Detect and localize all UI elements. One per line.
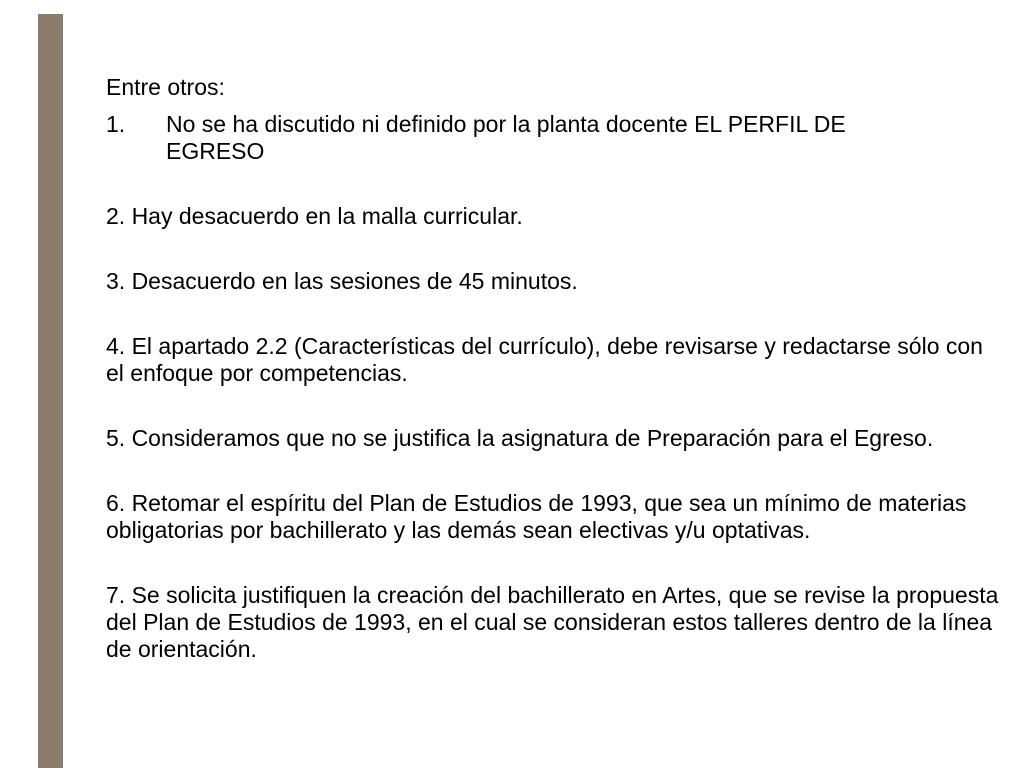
decorative-side-bar [38,14,63,768]
slide-content [106,74,1006,663]
intro-text: Entre otros: [106,74,225,100]
list-item-3: 3. Desacuerdo en las sesiones de 45 minutos. [106,268,578,294]
list-item-2: 2. Hay desacuerdo en la malla curricular. [106,203,523,229]
list-item-5: 5. Consideramos que no se justifica la asignatura de Preparación para el Egreso. [106,425,934,451]
numbered-list-item-1 [106,111,1006,165]
list-item-text: No se ha discutido ni definido por la planta docente EL PERFIL DE EGRESO [166,111,846,164]
list-item-4: 4. El apartado 2.2 (Características del currículo), debe revisarse y redactarse sólo con el enfoque por competencias. [106,333,983,386]
list-number: 1. [106,111,126,137]
list-item-6: 6. Retomar el espíritu del Plan de Estudios de 1993, que sea un mínimo de materias obligatorias por bachillerato y las demás sean electivas y/u optativas. [106,490,967,543]
list-item-7: 7. Se solicita justifiquen la creación del bachillerato en Artes, que se revise la propuesta del Plan de Estudios de 1993, en el cual se consideran estos talleres dentro de la línea de orientación. [106,582,999,662]
